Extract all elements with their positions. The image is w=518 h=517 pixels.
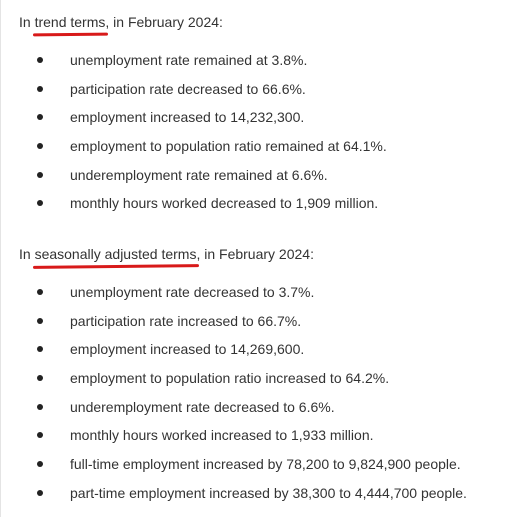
red-underline-mark [33,264,199,269]
trend-intro-prefix: In [19,14,35,30]
bullet-icon [37,375,43,381]
bullet-icon [37,86,43,92]
bullet-icon [37,143,43,149]
trend-terms-highlight [35,13,106,31]
seasonal-intro-suffix: , in February 2024: [196,246,314,262]
list-item-text: employment to population ratio remained at 64.1%. [70,138,387,155]
bullet-icon [37,114,43,120]
bullet-icon [37,57,43,63]
list-item-text: participation rate decreased to 66.6%. [70,80,306,97]
trend-intro-line [19,13,223,31]
bullet-icon [37,404,43,410]
list-item-text: underemployment rate decreased to 6.6%. [70,398,335,415]
list-item-text: employment increased to 14,269,600. [70,341,305,358]
bullet-icon [37,289,43,295]
seasonal-intro-prefix: In [19,246,35,262]
trend-terms-text: trend terms [34,14,106,30]
list-item-text: employment to population ratio increased to 64.2%. [70,370,390,387]
bullet-icon [37,461,43,467]
list-item-text: unemployment rate remained at 3.8%. [70,52,308,68]
bullet-icon [37,318,43,324]
list-item-text: employment increased to 14,232,300. [70,109,305,126]
list-item-text: monthly hours worked increased to 1,933 million. [70,427,374,444]
list-item-text: underemployment rate remained at 6.6%. [70,166,328,183]
list-item-text: unemployment rate decreased to 3.7%. [70,284,315,300]
list-item-text: full-time employment increased by 78,200 to 9,824,900 people. [70,456,461,473]
bullet-icon [37,432,43,438]
bullet-icon [37,346,43,352]
list-item-text: monthly hours worked decreased to 1,909 million. [70,195,379,212]
list-item-text: part-time employment increased by 38,300 to 4,444,700 people. [70,484,467,501]
seasonal-intro-line [19,245,314,263]
seasonal-terms-highlight [35,245,197,263]
bullet-icon [37,172,43,178]
red-underline-mark [33,33,108,37]
seasonal-terms-text: seasonally adjusted terms [34,246,197,262]
list-item-text: participation rate increased to 66.7%. [70,312,302,329]
trend-intro-suffix: , in February 2024: [105,14,223,30]
bullet-icon [37,200,43,206]
bullet-icon [37,490,43,496]
